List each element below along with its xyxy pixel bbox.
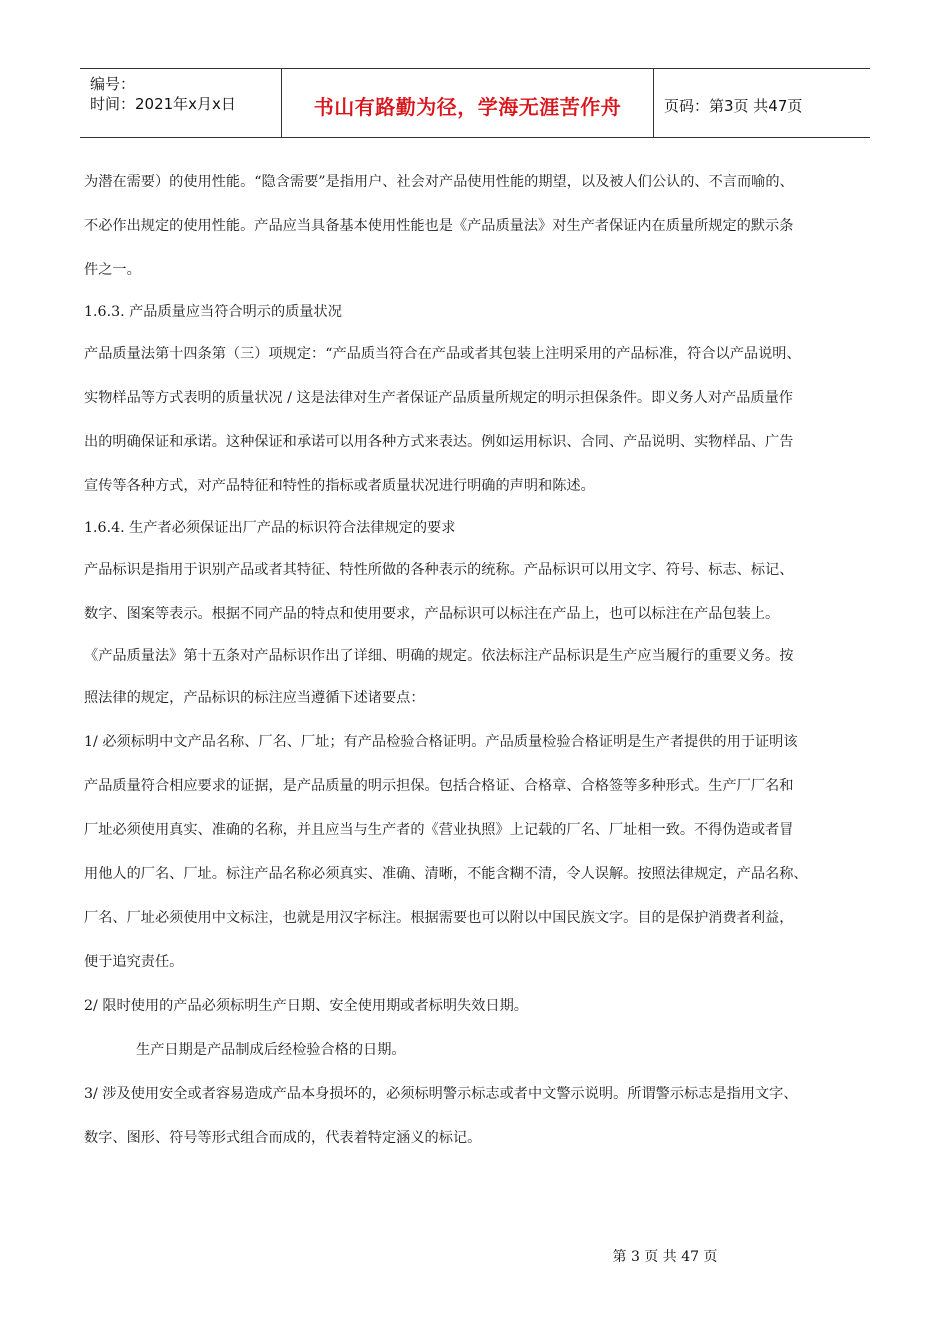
- body-line: 数字、图形、符号等形式组合而成的，代表着特定涵义的标记。: [84, 1130, 482, 1146]
- header-motto-cell: [282, 69, 654, 137]
- body-line: 《产品质量法》第十五条对产品标识作出了详细、明确的规定。依法标注产品标识是生产应当履行的重要义务。按: [84, 648, 794, 664]
- body-line: 为潜在需要）的使用性能。“隐含需要”是指用户、社会对产品使用性能的期望，以及被人们公认的、不言而喻的、: [84, 174, 794, 190]
- header-page-info: 页码：第3页 共47页: [664, 97, 803, 115]
- body-line: 厂址必须使用真实、准确的名称，并且应当与生产者的《营业执照》上记载的厂名、厂址相一致。不得伪造或者冒: [84, 822, 794, 838]
- body-line-indented: 生产日期是产品制成后经检验合格的日期。: [136, 1042, 406, 1058]
- list-item-1: 1/ 必须标明中文产品名称、厂名、厂址；有产品检验合格证明。产品质量检验合格证明是生产者提供的用于证明该: [84, 734, 798, 750]
- body-line: 数字、图案等表示。根据不同产品的特点和使用要求，产品标识可以标注在产品上，也可以标注在产品包装上。: [84, 606, 780, 622]
- header-page-cell: [654, 69, 870, 137]
- header-meta-cell: [80, 69, 282, 137]
- body-line: 照法律的规定，产品标识的标注应当遵循下述诸要点：: [84, 690, 425, 706]
- section-heading-1-6-3: 1.6.3. 产品质量应当符合明示的质量状况: [84, 304, 342, 320]
- body-line: 产品质量符合相应要求的证据，是产品质量的明示担保。包括合格证、合格章、合格签等多种形式。生产厂厂名和: [84, 778, 794, 794]
- body-line: 厂名、厂址必须使用中文标注，也就是用汉字标注。根据需要也可以附以中国民族文字。目的是保护消费者利益，: [84, 910, 794, 926]
- body-line: 出的明确保证和承诺。这种保证和承诺可以用各种方式来表达。例如运用标识、合同、产品说明、实物样品、广告: [84, 434, 794, 450]
- body-line: 产品标识是指用于识别产品或者其特征、特性所做的各种表示的统称。产品标识可以用文字、符号、标志、标记、: [84, 562, 794, 578]
- document-date: 时间：2021年x月x日: [90, 95, 236, 113]
- body-line: 件之一。: [84, 262, 141, 278]
- body-line: 便于追究责任。: [84, 954, 184, 970]
- list-item-3: 3/ 涉及使用安全或者容易造成产品本身损坏的，必须标明警示标志或者中文警示说明。所谓警示标志是指用文字、: [84, 1086, 798, 1102]
- body-line: 不必作出规定的使用性能。产品应当具备基本使用性能也是《产品质量法》对生产者保证内在质量所规定的默示条: [84, 218, 794, 234]
- document-body: [84, 160, 884, 1160]
- body-line: 用他人的厂名、厂址。标注产品名称必须真实、准确、清晰，不能含糊不清，令人误解。按照法律规定，产品名称、: [84, 866, 808, 882]
- header-motto: 书山有路勤为径，学海无涯苦作舟: [313, 95, 622, 119]
- document-number-label: 编号：: [90, 75, 136, 93]
- section-heading-1-6-4: 1.6.4. 生产者必须保证出厂产品的标识符合法律规定的要求: [84, 520, 456, 536]
- body-line: 宣传等各种方式，对产品特征和特性的指标或者质量状况进行明确的声明和陈述。: [84, 478, 595, 494]
- body-line: 实物样品等方式表明的质量状况 / 这是法律对生产者保证产品质量所规定的明示担保条件。即义务人对产品质量作: [84, 390, 793, 406]
- page-header: [80, 68, 870, 138]
- page-footer: 第 3 页 共 47 页: [612, 1249, 718, 1265]
- list-item-2: 2/ 限时使用的产品必须标明生产日期、安全使用期或者标明失效日期。: [84, 998, 528, 1014]
- body-line: 产品质量法第十四条第（三）项规定：“产品质当符合在产品或者其包装上注明采用的产品标准，符合以产品说明、: [84, 346, 801, 362]
